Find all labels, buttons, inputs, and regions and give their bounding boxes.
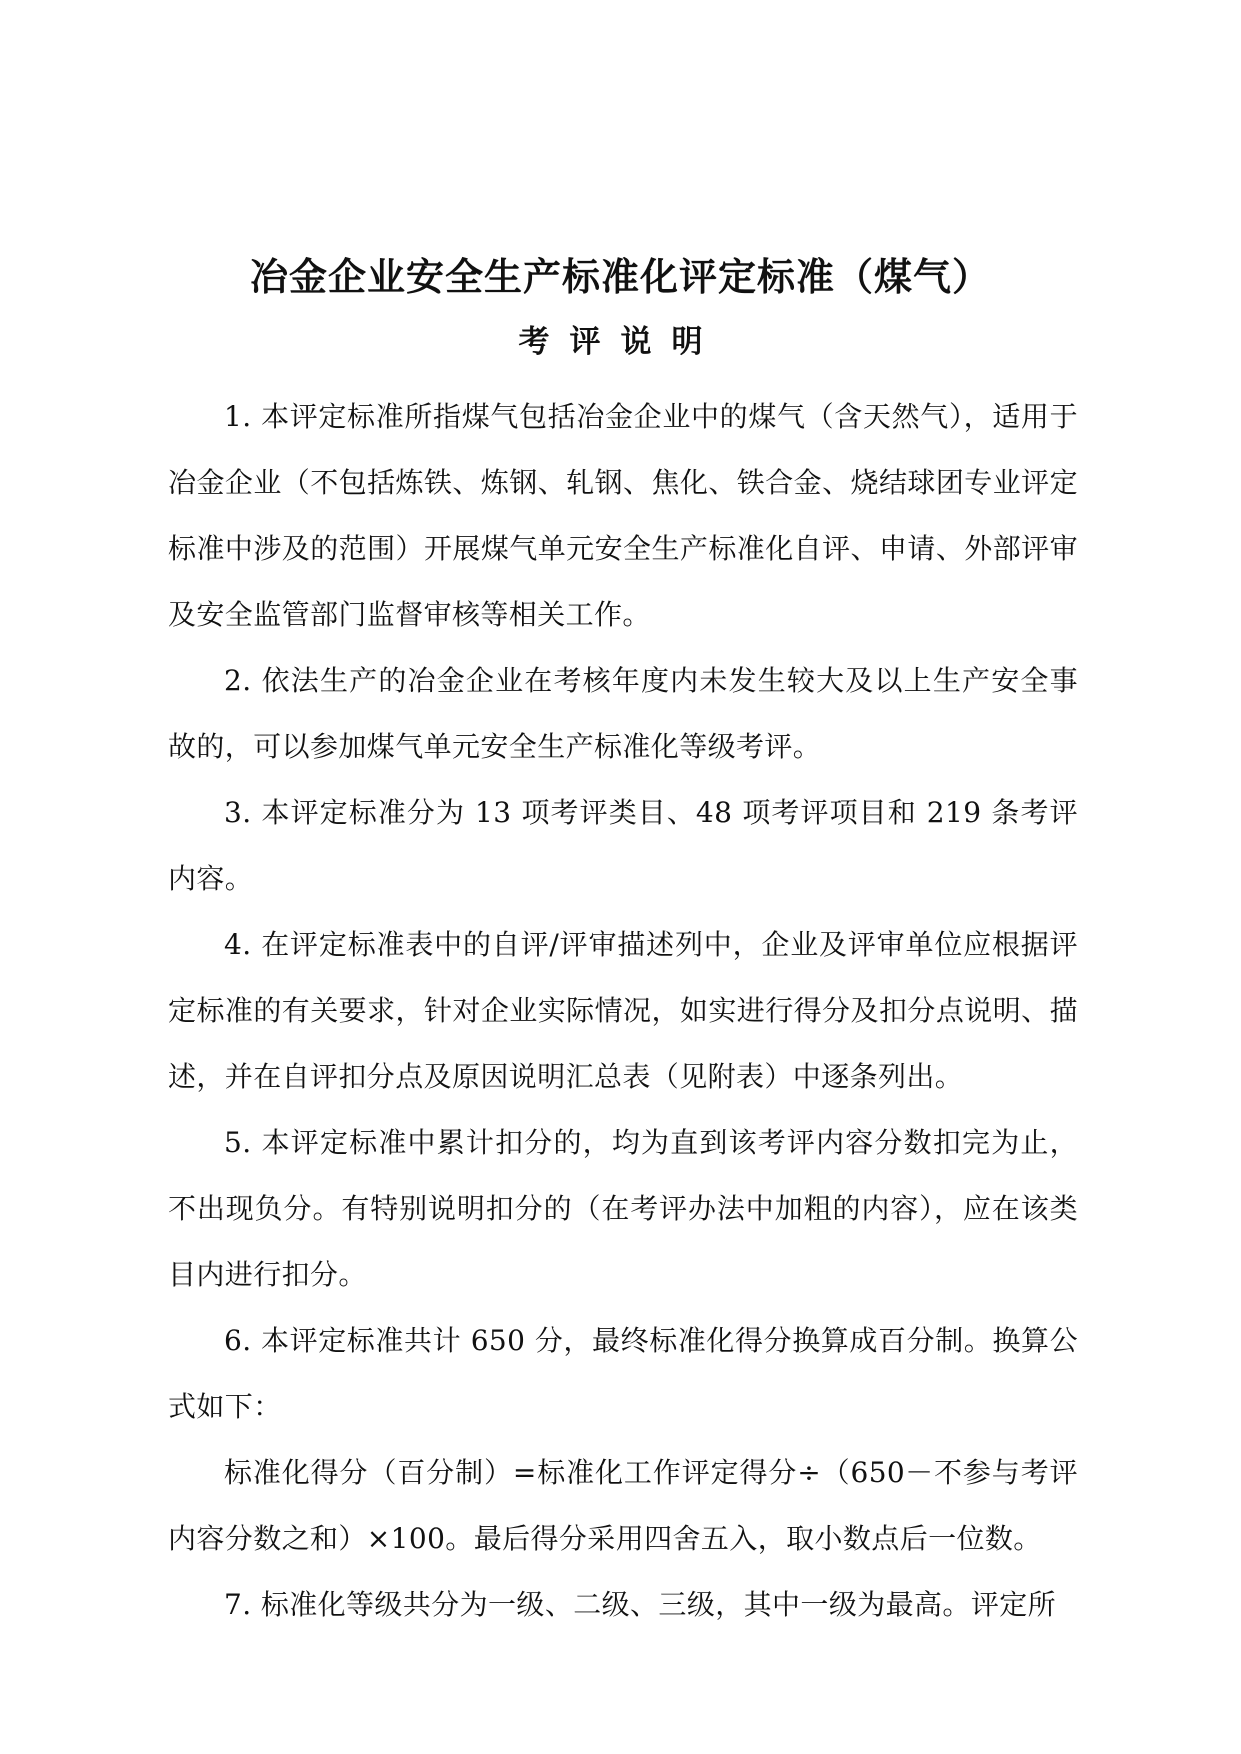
paragraph-2: 2. 依法生产的冶金企业在考核年度内未发生较大及以上生产安全事故的，可以参加煤气单元安全生产标准化等级考评。 [168, 664, 1078, 763]
paragraph-6: 6. 本评定标准共计 650 分，最终标准化得分换算成百分制。换算公式如下： [168, 1324, 1078, 1423]
paragraph-7: 7. 标准化等级共分为一级、二级、三级，其中一级为最高。评定所 [224, 1588, 1057, 1621]
formula-paragraph: 标准化得分（百分制）=标准化工作评定得分÷（650－不参与考评内容分数之和）×100。最后得分采用四舍五入，取小数点后一位数。 [168, 1456, 1078, 1555]
document-body [168, 384, 1078, 1638]
document-title: 冶金企业安全生产标准化评定标准（煤气） [249, 254, 991, 299]
paragraph-3: 3. 本评定标准分为 13 项考评类目、48 项考评项目和 219 条考评内容。 [168, 796, 1078, 895]
section-subtitle: 考评说明 [518, 324, 723, 360]
paragraph-5: 5. 本评定标准中累计扣分的，均为直到该考评内容分数扣完为止，不出现负分。有特别说明扣分的（在考评办法中加粗的内容），应在该类目内进行扣分。 [168, 1126, 1078, 1291]
paragraph-4: 4. 在评定标准表中的自评/评审描述列中，企业及评审单位应根据评定标准的有关要求，针对企业实际情况，如实进行得分及扣分点说明、描述，并在自评扣分点及原因说明汇总表（见附表）中逐条列出。 [168, 928, 1078, 1093]
paragraph-1: 1. 本评定标准所指煤气包括冶金企业中的煤气（含天然气），适用于冶金企业（不包括炼铁、炼钢、轧钢、焦化、铁合金、烧结球团专业评定标准中涉及的范围）开展煤气单元安全生产标准化自评、申请、外部评审及安全监管部门监督审核等相关工作。 [168, 400, 1078, 631]
